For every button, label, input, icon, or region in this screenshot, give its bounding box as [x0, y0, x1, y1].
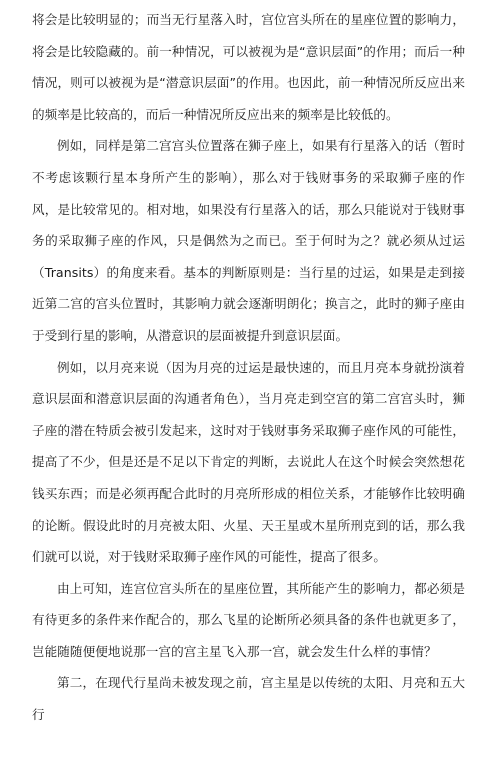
- paragraph-2: 例如，同样是第二宫宫头位置落在狮子座上，如果有行星落入的话（暂时不考虑该颗行星本身所产生的影响），那么对于钱财事务的采取狮子座的作风，是比较常见的。相对地，如果没有行星落入的话，那么只能说对于钱财事务的采取狮子座的作风，只是偶然为之而已。至于何时为之？就必须从过运（Transits）的角度来看。基本的判断原则是：当行星的过运，如果是走到接近第二宫的宫头位置时，其影响力就会逐渐明朗化；换言之，此时的狮子座由于受到行星的影响，从潜意识的层面被提升到意识层面。: [32, 138, 465, 343]
- paragraph-5: 第二，在现代行星尚未被发现之前，宫主星是以传统的太阳、月亮和五大行: [32, 675, 465, 723]
- paragraph-1: 将会是比较明显的；而当无行星落入时，宫位宫头所在的星座位置的影响力，将会是比较隐藏的。前一种情况，可以被视为是“意识层面”的作用；而后一种情况，则可以被视为是“潜意识层面”的作用。也因此，前一种情况所反应出来的频率是比较高的，而后一种情况所反应出来的频率是比较低的。: [32, 12, 465, 122]
- paragraph-3: 例如，以月亮来说（因为月亮的过运是最快速的，而且月亮本身就扮演着意识层面和潜意识层面的沟通者角色），当月亮走到空宫的第二宫宫头时，狮子座的潜在特质会被引发起来，这时对于钱财事务采取狮子座作风的可能性，提高了不少，但是还是不足以下肯定的判断，去说此人在这个时候会突然想花钱买东西；而是必须再配合此时的月亮所形成的相位关系，才能够作比较明确的论断。假设此时的月亮被太阳、火星、天王星或木星所刑克到的话，那么我们就可以说，对于钱财采取狮子座作风的可能性，提高了很多。: [32, 359, 465, 565]
- paragraph-4: 由上可知，连宫位宫头所在的星座位置，其所能产生的影响力，都必须是有待更多的条件来作配合的，那么飞星的论断所必须具备的条件也就更多了，岂能随随便便地说那一宫的宫主星飞入那一宫，就会发生什么样的事情？: [32, 580, 465, 659]
